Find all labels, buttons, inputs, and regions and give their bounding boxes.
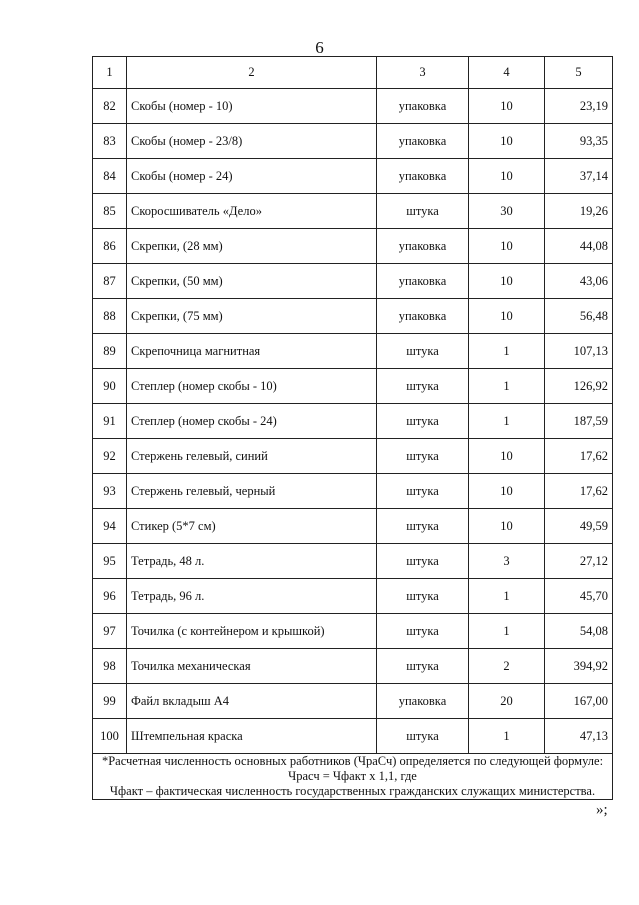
column-header-number: 1	[93, 57, 127, 89]
cell-item-name: Стержень гелевый, синий	[127, 439, 377, 474]
table-row	[93, 474, 613, 509]
cell-price: 37,14	[545, 159, 613, 194]
table-row	[93, 334, 613, 369]
cell-item-name: Скрепочница магнитная	[127, 334, 377, 369]
cell-price: 44,08	[545, 229, 613, 264]
cell-unit: штука	[377, 614, 469, 649]
cell-quantity: 1	[469, 719, 545, 754]
table-body	[93, 89, 613, 754]
cell-number: 90	[93, 369, 127, 404]
cell-quantity: 3	[469, 544, 545, 579]
cell-number: 87	[93, 264, 127, 299]
cell-quantity: 30	[469, 194, 545, 229]
cell-quantity: 10	[469, 159, 545, 194]
cell-price: 54,08	[545, 614, 613, 649]
cell-unit: упаковка	[377, 89, 469, 124]
cell-unit: штука	[377, 544, 469, 579]
table-row	[93, 649, 613, 684]
cell-item-name: Штемпельная краска	[127, 719, 377, 754]
cell-number: 96	[93, 579, 127, 614]
cell-quantity: 2	[469, 649, 545, 684]
cell-unit: штука	[377, 474, 469, 509]
cell-unit: штука	[377, 194, 469, 229]
cell-number: 89	[93, 334, 127, 369]
table-row	[93, 684, 613, 719]
cell-quantity: 10	[469, 124, 545, 159]
cell-quantity: 10	[469, 299, 545, 334]
footnote-line-1: *Расчетная численность основных работников (ЧраСч) определяется по следующей формуле:	[101, 754, 604, 768]
cell-number: 83	[93, 124, 127, 159]
cell-quantity: 1	[469, 369, 545, 404]
cell-item-name: Стикер (5*7 см)	[127, 509, 377, 544]
cell-item-name: Скрепки, (50 мм)	[127, 264, 377, 299]
cell-unit: упаковка	[377, 684, 469, 719]
cell-quantity: 1	[469, 614, 545, 649]
cell-unit: упаковка	[377, 159, 469, 194]
column-header-unit: 3	[377, 57, 469, 89]
cell-price: 45,70	[545, 579, 613, 614]
column-header-price: 5	[545, 57, 613, 89]
table-row	[93, 404, 613, 439]
cell-price: 187,59	[545, 404, 613, 439]
table-row	[93, 509, 613, 544]
cell-number: 100	[93, 719, 127, 754]
cell-item-name: Скоросшиватель «Дело»	[127, 194, 377, 229]
cell-item-name: Точилка механическая	[127, 649, 377, 684]
cell-number: 95	[93, 544, 127, 579]
cell-quantity: 1	[469, 404, 545, 439]
cell-number: 92	[93, 439, 127, 474]
table-row	[93, 159, 613, 194]
cell-item-name: Тетрадь, 96 л.	[127, 579, 377, 614]
cell-price: 394,92	[545, 649, 613, 684]
cell-number: 93	[93, 474, 127, 509]
table-row	[93, 369, 613, 404]
cell-unit: штука	[377, 719, 469, 754]
cell-unit: штука	[377, 439, 469, 474]
table-row	[93, 89, 613, 124]
cell-unit: упаковка	[377, 264, 469, 299]
cell-item-name: Скобы (номер - 24)	[127, 159, 377, 194]
cell-number: 82	[93, 89, 127, 124]
cell-item-name: Скрепки, (28 мм)	[127, 229, 377, 264]
cell-item-name: Скобы (номер - 10)	[127, 89, 377, 124]
footnote	[93, 754, 613, 800]
column-header-quantity: 4	[469, 57, 545, 89]
table-row	[93, 719, 613, 754]
table-row	[93, 299, 613, 334]
cell-item-name: Степлер (номер скобы - 10)	[127, 369, 377, 404]
cell-quantity: 10	[469, 474, 545, 509]
cell-number: 98	[93, 649, 127, 684]
cell-number: 97	[93, 614, 127, 649]
table-row	[93, 579, 613, 614]
cell-item-name: Файл вкладыш А4	[127, 684, 377, 719]
cell-number: 88	[93, 299, 127, 334]
cell-quantity: 10	[469, 439, 545, 474]
table-row	[93, 544, 613, 579]
cell-quantity: 1	[469, 334, 545, 369]
footnote-formula: Чрасч = Чфакт х 1,1, где	[288, 769, 417, 783]
page-number: 6	[315, 38, 324, 57]
cell-quantity: 20	[469, 684, 545, 719]
price-table	[92, 56, 613, 800]
cell-price: 17,62	[545, 439, 613, 474]
cell-item-name: Скобы (номер - 23/8)	[127, 124, 377, 159]
cell-number: 94	[93, 509, 127, 544]
cell-item-name: Тетрадь, 48 л.	[127, 544, 377, 579]
cell-price: 43,06	[545, 264, 613, 299]
cell-item-name: Скрепки, (75 мм)	[127, 299, 377, 334]
cell-price: 23,19	[545, 89, 613, 124]
cell-price: 27,12	[545, 544, 613, 579]
cell-unit: штука	[377, 509, 469, 544]
cell-number: 84	[93, 159, 127, 194]
table-row	[93, 229, 613, 264]
footnote-row	[93, 754, 613, 800]
table-row	[93, 194, 613, 229]
cell-item-name: Точилка (с контейнером и крышкой)	[127, 614, 377, 649]
table-row	[93, 439, 613, 474]
cell-unit: упаковка	[377, 299, 469, 334]
cell-number: 91	[93, 404, 127, 439]
cell-quantity: 10	[469, 89, 545, 124]
cell-quantity: 10	[469, 264, 545, 299]
cell-price: 107,13	[545, 334, 613, 369]
cell-quantity: 1	[469, 579, 545, 614]
table-header-row	[93, 57, 613, 89]
cell-number: 86	[93, 229, 127, 264]
cell-price: 56,48	[545, 299, 613, 334]
cell-unit: штука	[377, 649, 469, 684]
footnote-definition: Чфакт – фактическая численность государственных гражданских служащих министерства.	[109, 784, 596, 798]
cell-unit: штука	[377, 334, 469, 369]
cell-price: 49,59	[545, 509, 613, 544]
column-header-name: 2	[127, 57, 377, 89]
cell-unit: штука	[377, 369, 469, 404]
cell-price: 126,92	[545, 369, 613, 404]
table-row	[93, 264, 613, 299]
cell-quantity: 10	[469, 229, 545, 264]
cell-price: 167,00	[545, 684, 613, 719]
cell-price: 93,35	[545, 124, 613, 159]
cell-price: 17,62	[545, 474, 613, 509]
cell-unit: штука	[377, 404, 469, 439]
cell-item-name: Степлер (номер скобы - 24)	[127, 404, 377, 439]
cell-number: 99	[93, 684, 127, 719]
cell-price: 19,26	[545, 194, 613, 229]
cell-unit: упаковка	[377, 124, 469, 159]
cell-unit: упаковка	[377, 229, 469, 264]
table-row	[93, 124, 613, 159]
closing-quote-mark: »;	[596, 802, 608, 818]
cell-item-name: Стержень гелевый, черный	[127, 474, 377, 509]
cell-price: 47,13	[545, 719, 613, 754]
cell-unit: штука	[377, 579, 469, 614]
cell-number: 85	[93, 194, 127, 229]
table-row	[93, 614, 613, 649]
cell-quantity: 10	[469, 509, 545, 544]
